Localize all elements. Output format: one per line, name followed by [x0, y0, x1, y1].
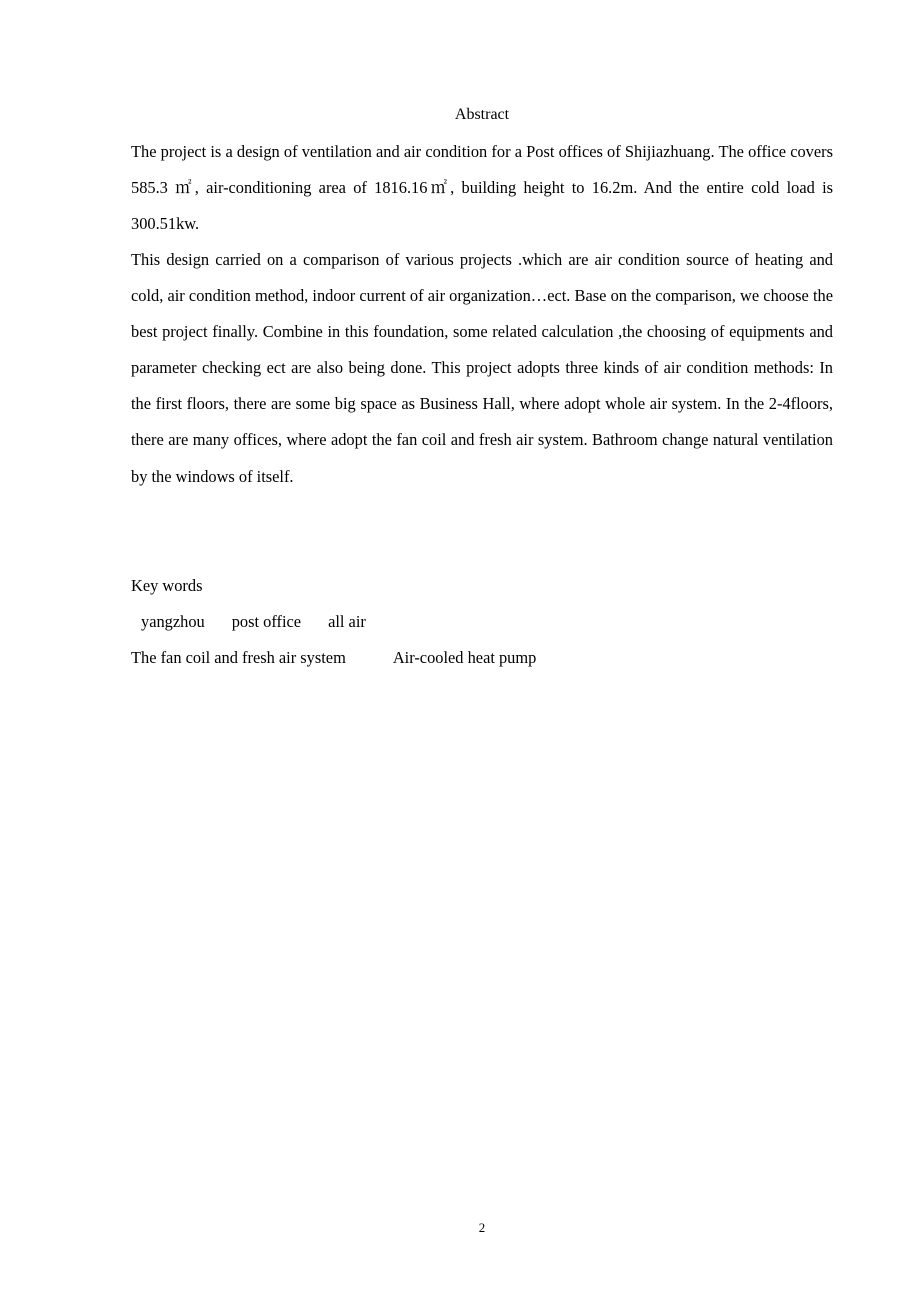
abstract-paragraph-2: This design carried on a comparison of various projects .which are air condition source of heating and cold, air condition method, indoor current of air organization…ect. Base on the comparison, we choose the best project finally. Combine in this foundation, some related calculation ,the choosing of equipments and parameter checking ect are also being done. This project adopts three kinds of air condition methods: In the first floors, there are some big space as Business Hall, where adopt whole air system. In the 2-4floors, there are many offices, where adopt the fan coil and fresh air system. Bathroom change natural ventilation by the windows of itself. [131, 250, 833, 486]
keyword-post-office: post office [231, 612, 302, 631]
keywords-row-2 [131, 647, 536, 669]
abstract-paragraph-1: The project is a design of ventilation and air condition for a Post offices of Shijiazhuang. The office covers 585.3 ㎡, air-conditioning area of 1816.16㎡, building height to 16.2m. And the entire cold load is 300.51kw. [131, 142, 833, 234]
keyword-all-air: all air [328, 612, 366, 631]
keyword-yangzhou: yangzhou [141, 612, 205, 631]
keyword-fan-coil-system: The fan coil and fresh air system [131, 648, 346, 667]
keywords-title: Key words [131, 576, 203, 595]
keywords-row-1 [131, 611, 366, 633]
keyword-heat-pump: Air-cooled heat pump [392, 648, 537, 667]
abstract-title: Abstract [454, 106, 510, 123]
page-number: 2 [478, 1220, 486, 1235]
